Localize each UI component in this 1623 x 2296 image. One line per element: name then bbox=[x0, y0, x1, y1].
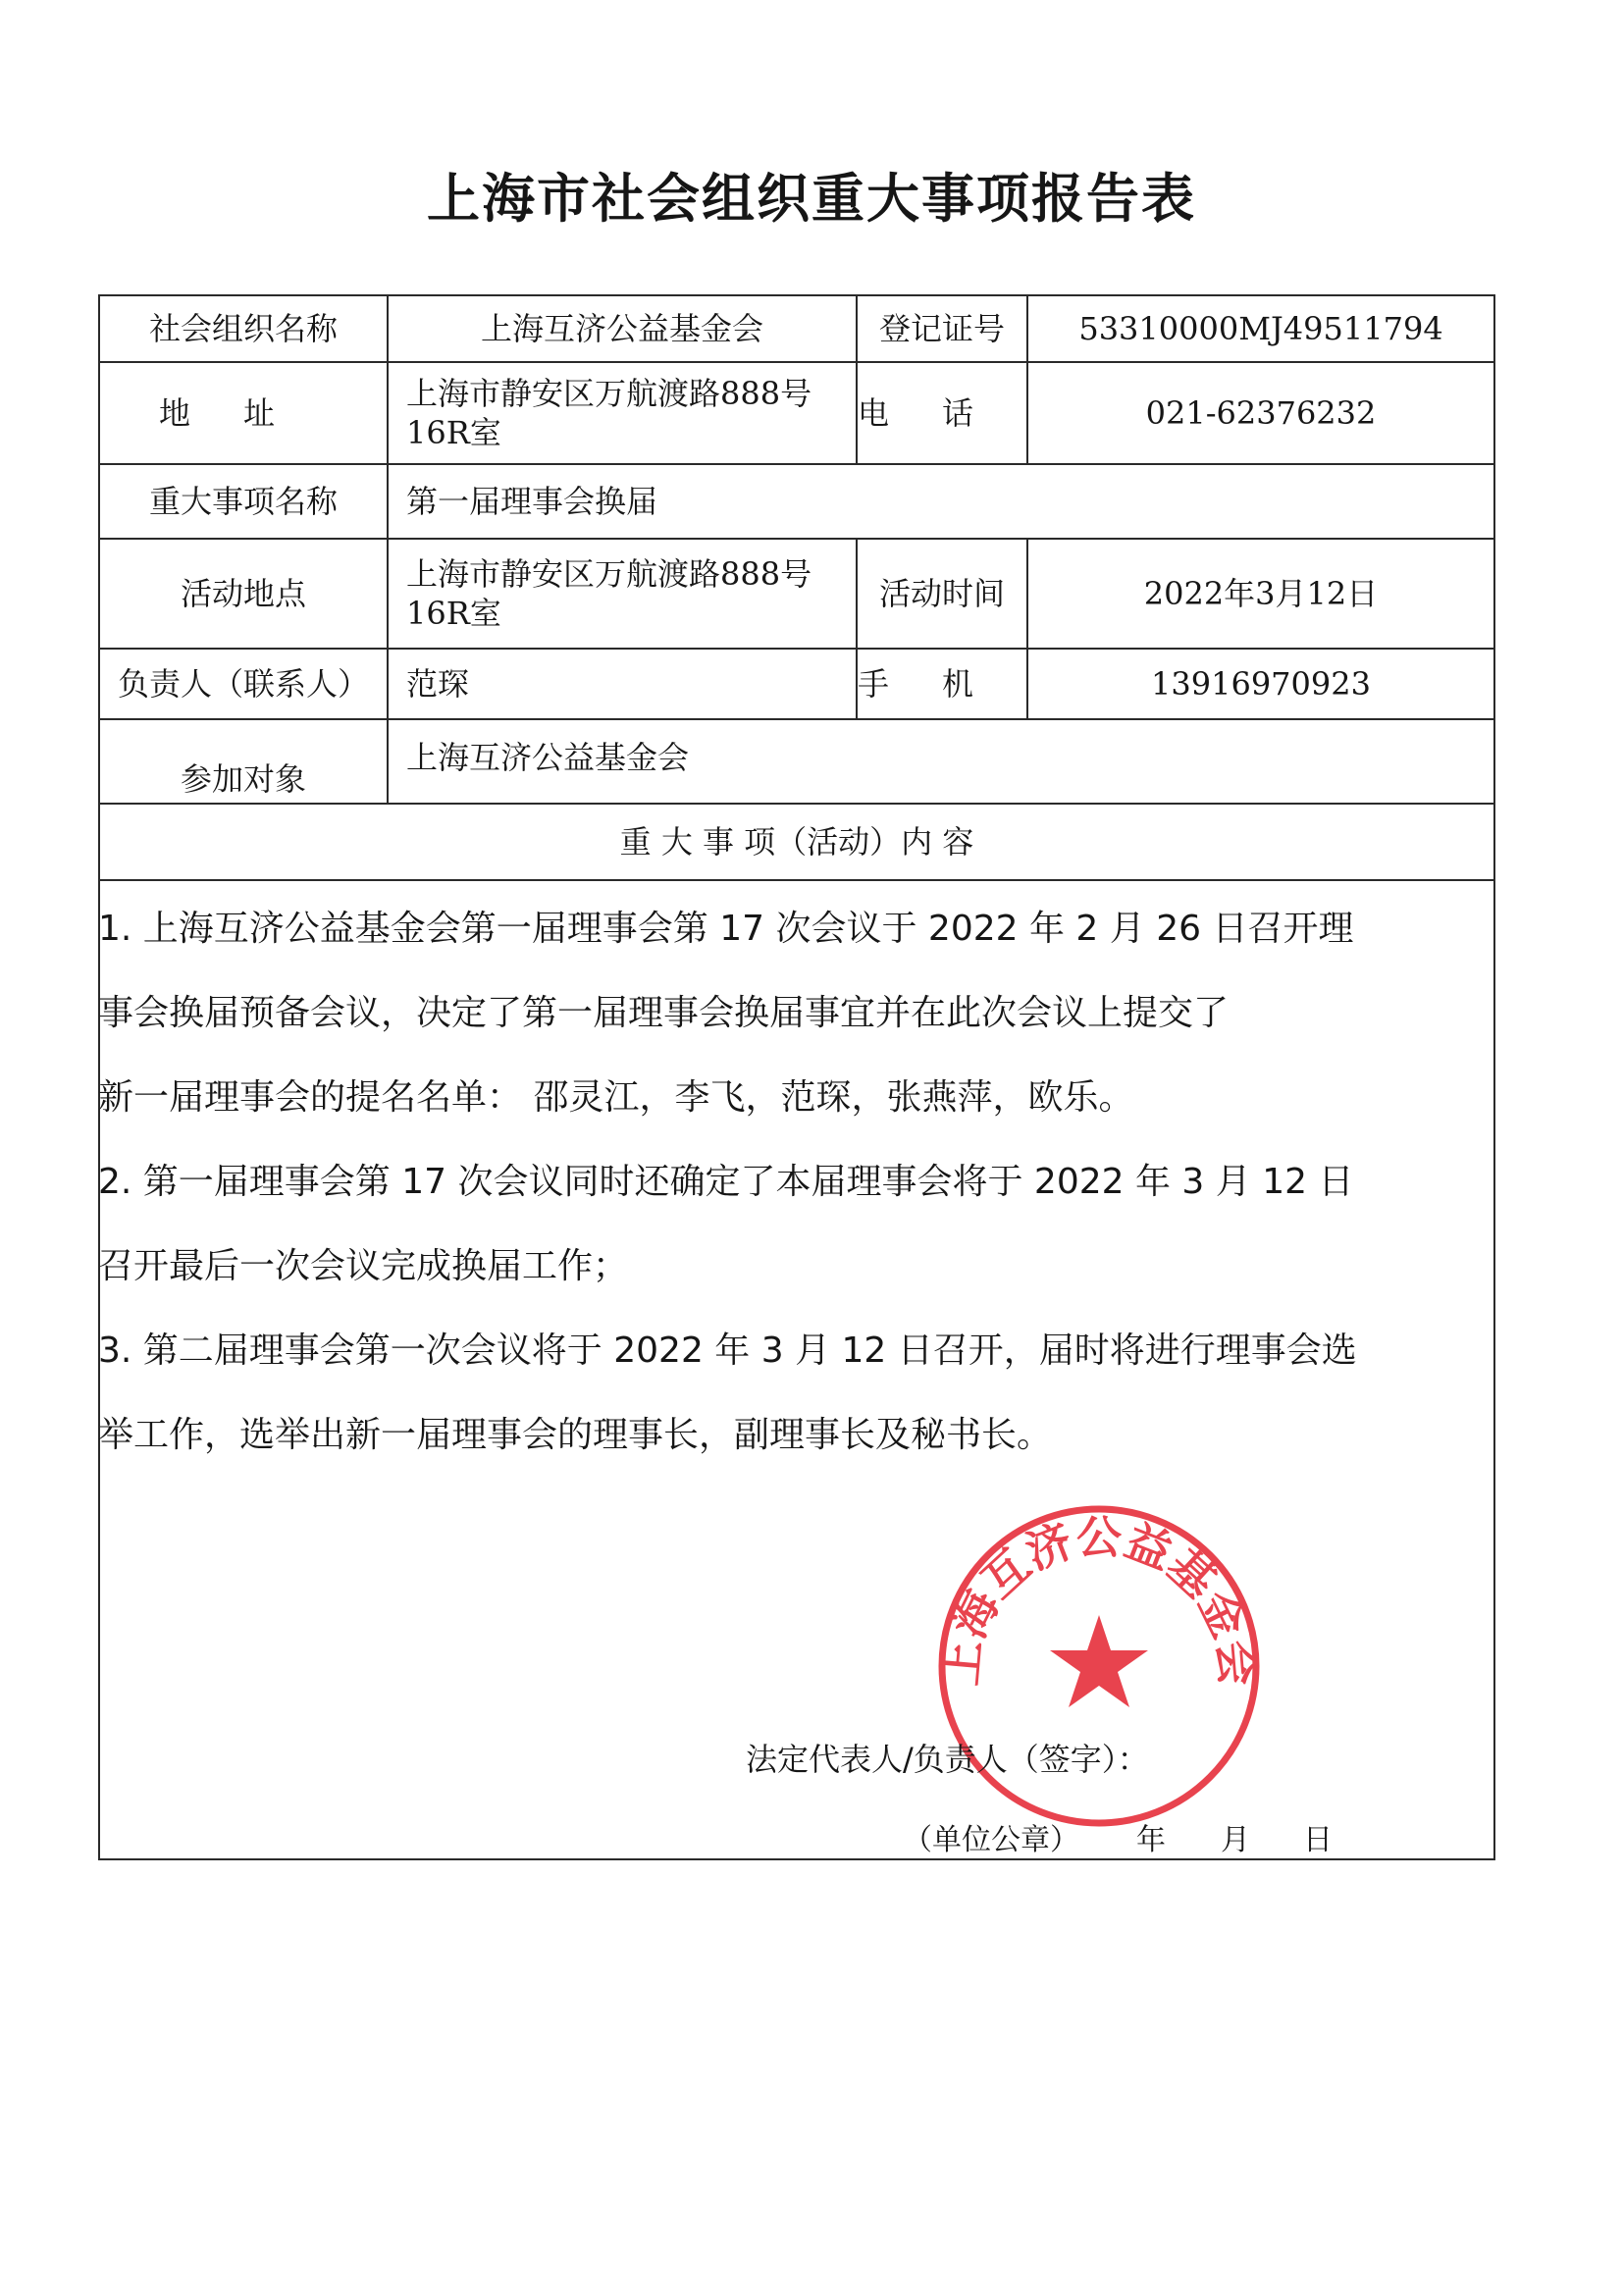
seal-text: 上海互济公益基金会 bbox=[933, 1510, 1265, 1689]
phone-label-text: 电话 bbox=[858, 394, 1027, 432]
content-heading: 重 大 事 项（活动）内 容 bbox=[619, 823, 974, 861]
content-item-3: 3. 第二届理事会第一次会议将于 2022 年 3 月 12 日召开，届时将进行理事会选 举工作，选举出新一届理事会的理事长，副理事长及秘书长。 bbox=[98, 1331, 1357, 1455]
address-label-text: 地址 bbox=[158, 394, 328, 432]
phone-value: 021-62376232 bbox=[1145, 394, 1377, 432]
address-label bbox=[100, 363, 387, 463]
matter-name-value: 第一届理事会换届 bbox=[406, 483, 658, 520]
seal-star-icon bbox=[1050, 1615, 1148, 1707]
person-label: 负责人（联系人） bbox=[117, 665, 369, 703]
seal-label: （单位公章） bbox=[903, 1823, 1079, 1857]
month-label: 月 bbox=[1221, 1823, 1250, 1857]
phone-label bbox=[858, 363, 1026, 463]
mobile-label bbox=[858, 650, 1026, 718]
activity-time-label: 活动时间 bbox=[878, 575, 1005, 612]
participants-label: 参加对象 bbox=[180, 760, 306, 798]
content-item-2: 2. 第一届理事会第 17 次会议同时还确定了本届理事会将于 2022 年 3 月 12 日 召开最后一次会议完成换届工作； bbox=[98, 1162, 1354, 1286]
venue-label: 活动地点 bbox=[180, 575, 306, 612]
org-name-label: 社会组织名称 bbox=[148, 310, 338, 347]
org-name-value: 上海互济公益基金会 bbox=[480, 310, 763, 347]
participants-value: 上海互济公益基金会 bbox=[406, 739, 690, 776]
content-item-1: 1. 上海互济公益基金会第一届理事会第 17 次会议于 2022 年 2 月 26 日召开理 事会换届预备会议，决定了第一届理事会换届事宜并在此次会议上提交了 新一届理事会的提名名单： 邵灵江，李飞，范琛，张燕萍，欧乐。 bbox=[98, 909, 1354, 1118]
registration-number-value: 53310000MJ49511794 bbox=[1078, 310, 1443, 347]
matter-name-label: 重大事项名称 bbox=[148, 483, 338, 520]
person-value: 范琛 bbox=[406, 665, 470, 703]
row-divider bbox=[100, 879, 1493, 881]
day-label: 日 bbox=[1303, 1823, 1333, 1857]
year-label: 年 bbox=[1136, 1823, 1166, 1857]
venue-value: 上海市静安区万航渡路888号 16R室 bbox=[406, 555, 812, 632]
mobile-label-text: 手机 bbox=[858, 665, 1027, 703]
legal-representative-signature-label: 法定代表人/负责人（签字）： bbox=[746, 1741, 1149, 1778]
mobile-value: 13916970923 bbox=[1151, 665, 1371, 703]
official-seal bbox=[932, 1499, 1266, 1833]
registration-number-label: 登记证号 bbox=[878, 310, 1005, 347]
page-title: 上海市社会组织重大事项报告表 bbox=[427, 168, 1196, 230]
activity-time-value: 2022年3月12日 bbox=[1143, 575, 1379, 612]
address-value: 上海市静安区万航渡路888号 16R室 bbox=[406, 375, 812, 451]
